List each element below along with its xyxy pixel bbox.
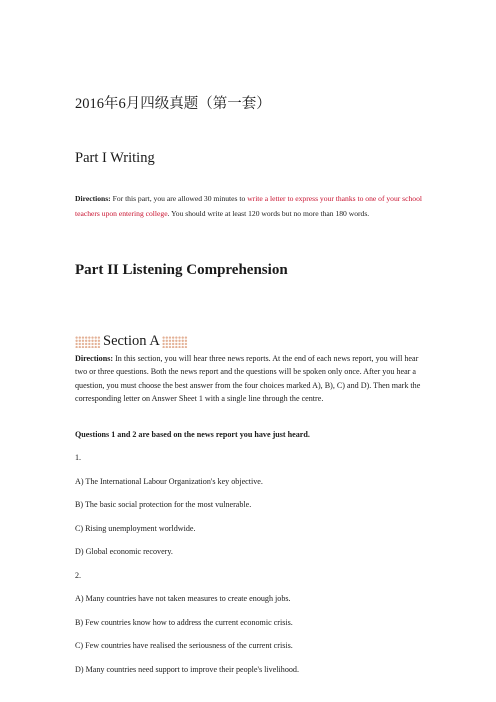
section-a-directions — [75, 352, 425, 405]
part1-heading: Part I Writing — [75, 150, 155, 166]
directions-text: In this section, you will hear three news reports. At the end of each news report, you will hear two or three questions. Both the news report and the questions will be spoken only once. After you hear a question, you must choose the best answer from the four choices marked A), B), C) and D). Then mark the corresponding letter on Answer Sheet 1 with a single line through the centre. — [75, 354, 421, 403]
questions-header: Questions 1 and 2 are based on the news report you have just heard. — [75, 430, 310, 439]
option-b: B) The basic social protection for the most vulnerable. — [75, 500, 252, 509]
option-a: A) Many countries have not taken measures to create enough jobs. — [75, 594, 291, 603]
section-a-label: Section A — [103, 333, 160, 349]
option-d: D) Many countries need support to improve their people's livelihood. — [75, 665, 299, 674]
option-c: C) Rising unemployment worldwide. — [75, 524, 196, 533]
option-b: B) Few countries know how to address the current economic crisis. — [75, 618, 293, 627]
option-d: D) Global economic recovery. — [75, 547, 173, 556]
part2-heading: Part II Listening Comprehension — [75, 262, 288, 278]
directions-label: Directions: — [75, 354, 114, 363]
question-number: 1. — [75, 453, 82, 462]
decorative-dots-icon — [162, 336, 188, 348]
directions-text-end: . You should write at least 120 words but no more than 180 words. — [167, 209, 370, 218]
page-title: 2016年6月四级真题（第一套） — [75, 96, 271, 112]
directions-text: For this part, you are allowed 30 minutes to — [110, 194, 248, 203]
section-a-heading — [75, 333, 188, 350]
part1-directions — [75, 191, 425, 221]
option-a: A) The International Labour Organization's key objective. — [75, 477, 263, 486]
writing-task-highlight: write a letter to express your thanks to one of your school teachers upon entering college — [75, 194, 423, 218]
directions-label: Directions: — [75, 194, 111, 203]
option-c: C) Few countries have realised the seriousness of the current crisis. — [75, 641, 293, 650]
decorative-dots-icon — [75, 336, 101, 348]
question-number: 2. — [75, 571, 82, 580]
